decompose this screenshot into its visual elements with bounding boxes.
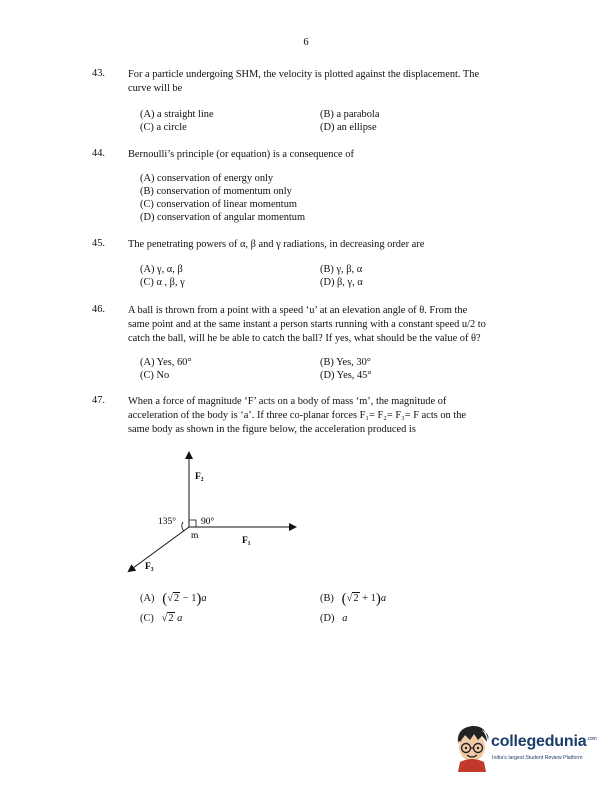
- option-c[interactable]: (C) α , β, γ: [140, 277, 185, 288]
- question-text: [128, 395, 520, 437]
- option-d[interactable]: (D) β, γ, α: [320, 277, 363, 288]
- sqrt-radicand: 2: [173, 593, 180, 604]
- math-var: a: [342, 613, 348, 624]
- question-number: 44.: [92, 148, 105, 159]
- option-d[interactable]: [320, 612, 347, 625]
- right-angle-marker: [189, 520, 196, 527]
- option-a[interactable]: (A) conservation of energy only: [140, 173, 274, 184]
- question-text: [128, 304, 520, 346]
- option-label: (B): [320, 593, 334, 604]
- option-c[interactable]: [140, 612, 182, 625]
- sqrt-radicand: 2: [168, 613, 174, 624]
- option-b[interactable]: (B) Yes, 30°: [320, 357, 371, 368]
- question-line: The penetrating powers of α, β and γ radiations, in decreasing order are: [128, 239, 425, 250]
- option-c[interactable]: (C) No: [140, 370, 170, 381]
- question-number: 47.: [92, 395, 105, 406]
- logo-tagline: India’s largest Student Review Platform: [492, 755, 583, 761]
- question-line: acceleration of the body is ‘a’. If three co-planar forces F₁= F₂= F₃= F acts on the: [128, 410, 467, 421]
- label-f3: F₃: [145, 562, 154, 572]
- option-c[interactable]: (C) conservation of linear momentum: [140, 199, 297, 210]
- math-var: a: [177, 613, 183, 624]
- option-b[interactable]: (B) conservation of momentum only: [140, 186, 292, 197]
- sqrt-radicand: 2: [353, 593, 359, 604]
- option-d[interactable]: (D) Yes, 45°: [320, 370, 372, 381]
- math-var: a: [380, 593, 387, 604]
- math-paren: (: [341, 591, 347, 607]
- option-a[interactable]: (A) Yes, 60°: [140, 357, 192, 368]
- sqrt-symbol: √: [167, 593, 173, 604]
- question-number: 45.: [92, 238, 105, 249]
- option-b[interactable]: [320, 592, 386, 606]
- sqrt-symbol: √: [161, 613, 168, 624]
- math-paren: ): [196, 591, 202, 607]
- angle-arc: [182, 522, 184, 531]
- math-paren: ): [375, 591, 381, 607]
- question-line: For a particle undergoing SHM, the velocity is plotted against the displacement. The: [128, 69, 480, 80]
- label-f1: F₁: [242, 536, 251, 546]
- question-text: [128, 238, 520, 252]
- question-line: When a force of magnitude ‘F’ acts on a body of mass ‘m’, the magnitude of: [128, 396, 447, 407]
- label-angle-90: 90°: [201, 517, 215, 527]
- question-text: [128, 68, 520, 96]
- option-a[interactable]: (A) γ, α, β: [140, 264, 183, 275]
- force-diagram: [125, 447, 315, 577]
- option-d[interactable]: (D) conservation of angular momentum: [140, 212, 306, 223]
- option-label: (D): [320, 613, 335, 624]
- option-a[interactable]: [140, 592, 207, 606]
- option-label: (C): [140, 613, 154, 624]
- option-d[interactable]: (D) an ellipse: [320, 122, 377, 133]
- math-var: a: [201, 593, 207, 604]
- question-line: same body as shown in the figure below, the acceleration produced is: [128, 424, 416, 435]
- label-mass: m: [191, 531, 199, 541]
- question-number: 46.: [92, 304, 105, 315]
- question-line: Bernoulli’s principle (or equation) is a consequence of: [128, 149, 354, 160]
- question-line: A ball is thrown from a point with a speed ‘u’ at an elevation angle of θ. From the: [128, 305, 468, 316]
- sqrt-symbol: √: [346, 593, 353, 604]
- math-term: − 1: [180, 593, 197, 604]
- question-number: 43.: [92, 68, 105, 79]
- option-a[interactable]: (A) a straight line: [140, 109, 214, 120]
- label-f2: F₂: [195, 472, 204, 482]
- question-text: [128, 148, 520, 162]
- question-line: curve will be: [128, 83, 183, 94]
- math-paren: (: [162, 591, 168, 607]
- force-f3-arrow: [129, 527, 189, 571]
- question-line: catch the ball, will he be able to catch the ball? If yes, what should be the value of θ?: [128, 333, 481, 344]
- option-c[interactable]: (C) a circle: [140, 122, 187, 133]
- label-angle-135: 135°: [158, 517, 177, 527]
- option-b[interactable]: (B) γ, β, α: [320, 264, 363, 275]
- logo-wordmark: collegedunia$^{.com}$: [491, 733, 597, 750]
- math-term: + 1: [359, 593, 376, 604]
- page-number: 6: [303, 37, 309, 48]
- option-label: (A): [140, 593, 155, 604]
- question-line: same point and at the same instant a person starts running with a constant speed u/2 to: [128, 319, 486, 330]
- option-b[interactable]: (B) a parabola: [320, 109, 380, 120]
